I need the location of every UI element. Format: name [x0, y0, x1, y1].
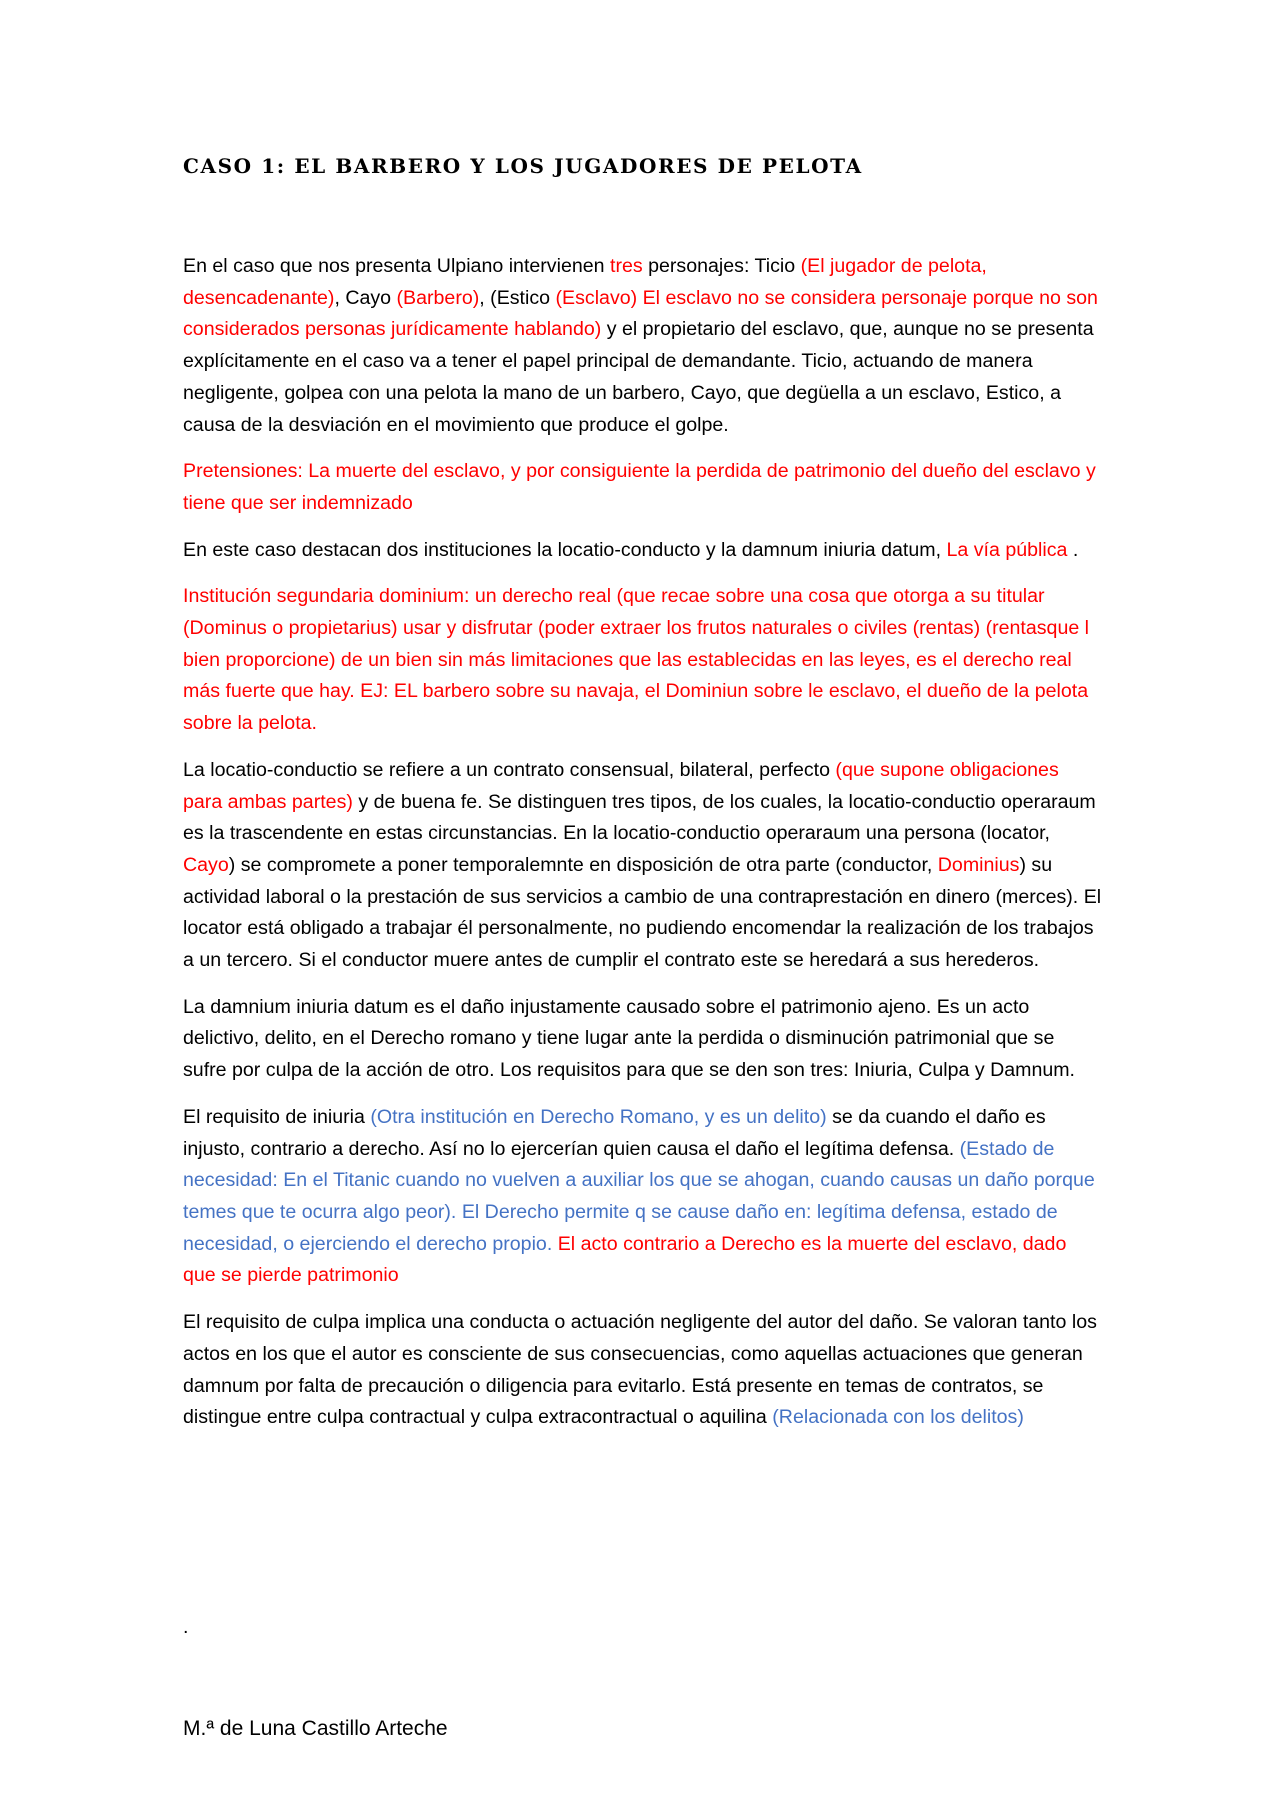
text-run: ) se compromete a poner temporalemnte en disposición de otra parte (conductor, [228, 853, 938, 876]
text-run: La locatio-conductio se refiere a un contrato consensual, bilateral, perfecto [183, 758, 836, 781]
text-run: ) su actividad laboral o la prestación de sus servicios a cambio de una contraprestación en dinero (merces). El locator está obligado a trabajar él personalmente, no pudiendo encomendar la realización de los trabajos a un tercero. Si el conductor muere antes de cumplir el contrato este se heredará a sus herederos. [183, 853, 1102, 972]
trailing-mark: . [183, 1616, 189, 1638]
text-run: Pretensiones: La muerte del esclavo, y por consiguiente la perdida de patrimonio del dueño del esclavo y tiene que ser indemnizado [183, 460, 1096, 514]
text-run: El requisito de iniuria [183, 1105, 371, 1128]
text-run: . [1067, 538, 1079, 561]
text-run: La damnium iniuria datum es el daño injustamente causado sobre el patrimonio ajeno. Es un acto delictivo, delito, en el Derecho romano y tiene lugar ante la perdida o disminución patrimonial que se sufre por culpa de la acción de otro. Los requisitos para que se den son tres: Iniuria, Culpa y Damnum. [183, 995, 1076, 1082]
text-run: (Barbero) [396, 286, 480, 309]
paragraph [183, 992, 1103, 1087]
text-run: se da cuando el daño es injusto, contrario a derecho. Así no lo ejercerían quien causa el daño el legítima defensa. [183, 1105, 1046, 1160]
paragraph [183, 755, 1103, 977]
text-run: y el propietario del esclavo, que, aunque no se presenta explícitamente en el caso va a tener el papel principal de demandante. Ticio, actuando de manera negligente, golpea con una pelota la mano de un barbero, Cayo, que degüella a un esclavo, Estico, a causa de la desviación en el movimiento que produce el golpe. [183, 318, 1094, 436]
document-page [183, 0, 1103, 1811]
text-run: El requisito de culpa implica una conducta o actuación negligente del autor del daño. Se valoran tanto los actos en los que el autor es consciente de sus consecuencias, como aquellas actuaciones que generan damnum por falta de precaución o diligencia para evitarlo. Está presente en temas de contratos, se distingue entre culpa contractual y culpa extracontractual o aquilina [183, 1311, 1097, 1429]
text-run: (Relacionada con los delitos) [772, 1406, 1024, 1429]
text-run: Dominius [937, 853, 1020, 876]
page-footer-author: M.ª de Luna Castillo Arteche [183, 1717, 448, 1740]
text-run: En el caso que nos presenta Ulpiano intervienen [183, 255, 610, 277]
paragraph [183, 581, 1103, 740]
text-run: (Esclavo) El esclavo no se considera personaje porque no son considerados personas jurídicamente hablando) [183, 286, 1098, 341]
text-run: El acto contrario a Derecho es la muerte del esclavo, dado que se pierde patrimonio [183, 1232, 1067, 1287]
text-run: personajes: Ticio [642, 255, 801, 277]
text-run: , (Estico [479, 286, 556, 309]
text-run: (Estado de necesidad: En el Titanic cuando no vuelven a auxiliar los que se ahogan, cuando causas un daño porque temes que te ocurra algo peor). El Derecho permite q se cause daño en: legítima defensa, estado de necesidad, o ejerciendo el derecho propio. [183, 1137, 1095, 1255]
text-run: (que supone obligaciones para ambas partes) [183, 758, 1059, 813]
document-title: CASO 1: EL BARBERO Y LOS JUGADORES DE PELOTA [183, 154, 863, 178]
paragraph [183, 251, 1103, 441]
paragraph [183, 535, 1103, 567]
text-run: , Cayo [334, 286, 397, 309]
text-run: (El jugador de pelota, desencadenante) [183, 255, 987, 309]
text-run: Institución segundaria dominium: un derecho real (que recae sobre una cosa que otorga a su titular (Dominus o propietarius) usar y disfrutar (poder extraer los frutos naturales o civiles (rentas) (rentasque l bien proporcione) de un bien sin más limitaciones que las establecidas en las leyes, es el derecho real más fuerte que hay. EJ: EL barbero sobre su navaja, el Dominiun sobre le esclavo, el dueño de la pelota sobre la pelota. [183, 585, 1090, 735]
text-run: tres [610, 255, 643, 277]
paragraph [183, 1102, 1103, 1292]
paragraph [183, 456, 1103, 519]
text-run: y de buena fe. Se distinguen tres tipos, de los cuales, la locatio-conductio operaraum es la trascendente en estas circunstancias. En la locatio-conductio operaraum una persona (locator, [183, 790, 1096, 845]
paragraph [183, 1307, 1103, 1434]
document-body [183, 251, 1103, 1449]
text-run: Cayo [183, 853, 229, 876]
text-run: La vía pública [946, 538, 1068, 561]
text-run: (Otra institución en Derecho Romano, y es un delito) [370, 1105, 827, 1128]
text-run: En este caso destacan dos instituciones la locatio-conducto y la damnum iniuria datum, [183, 538, 947, 561]
